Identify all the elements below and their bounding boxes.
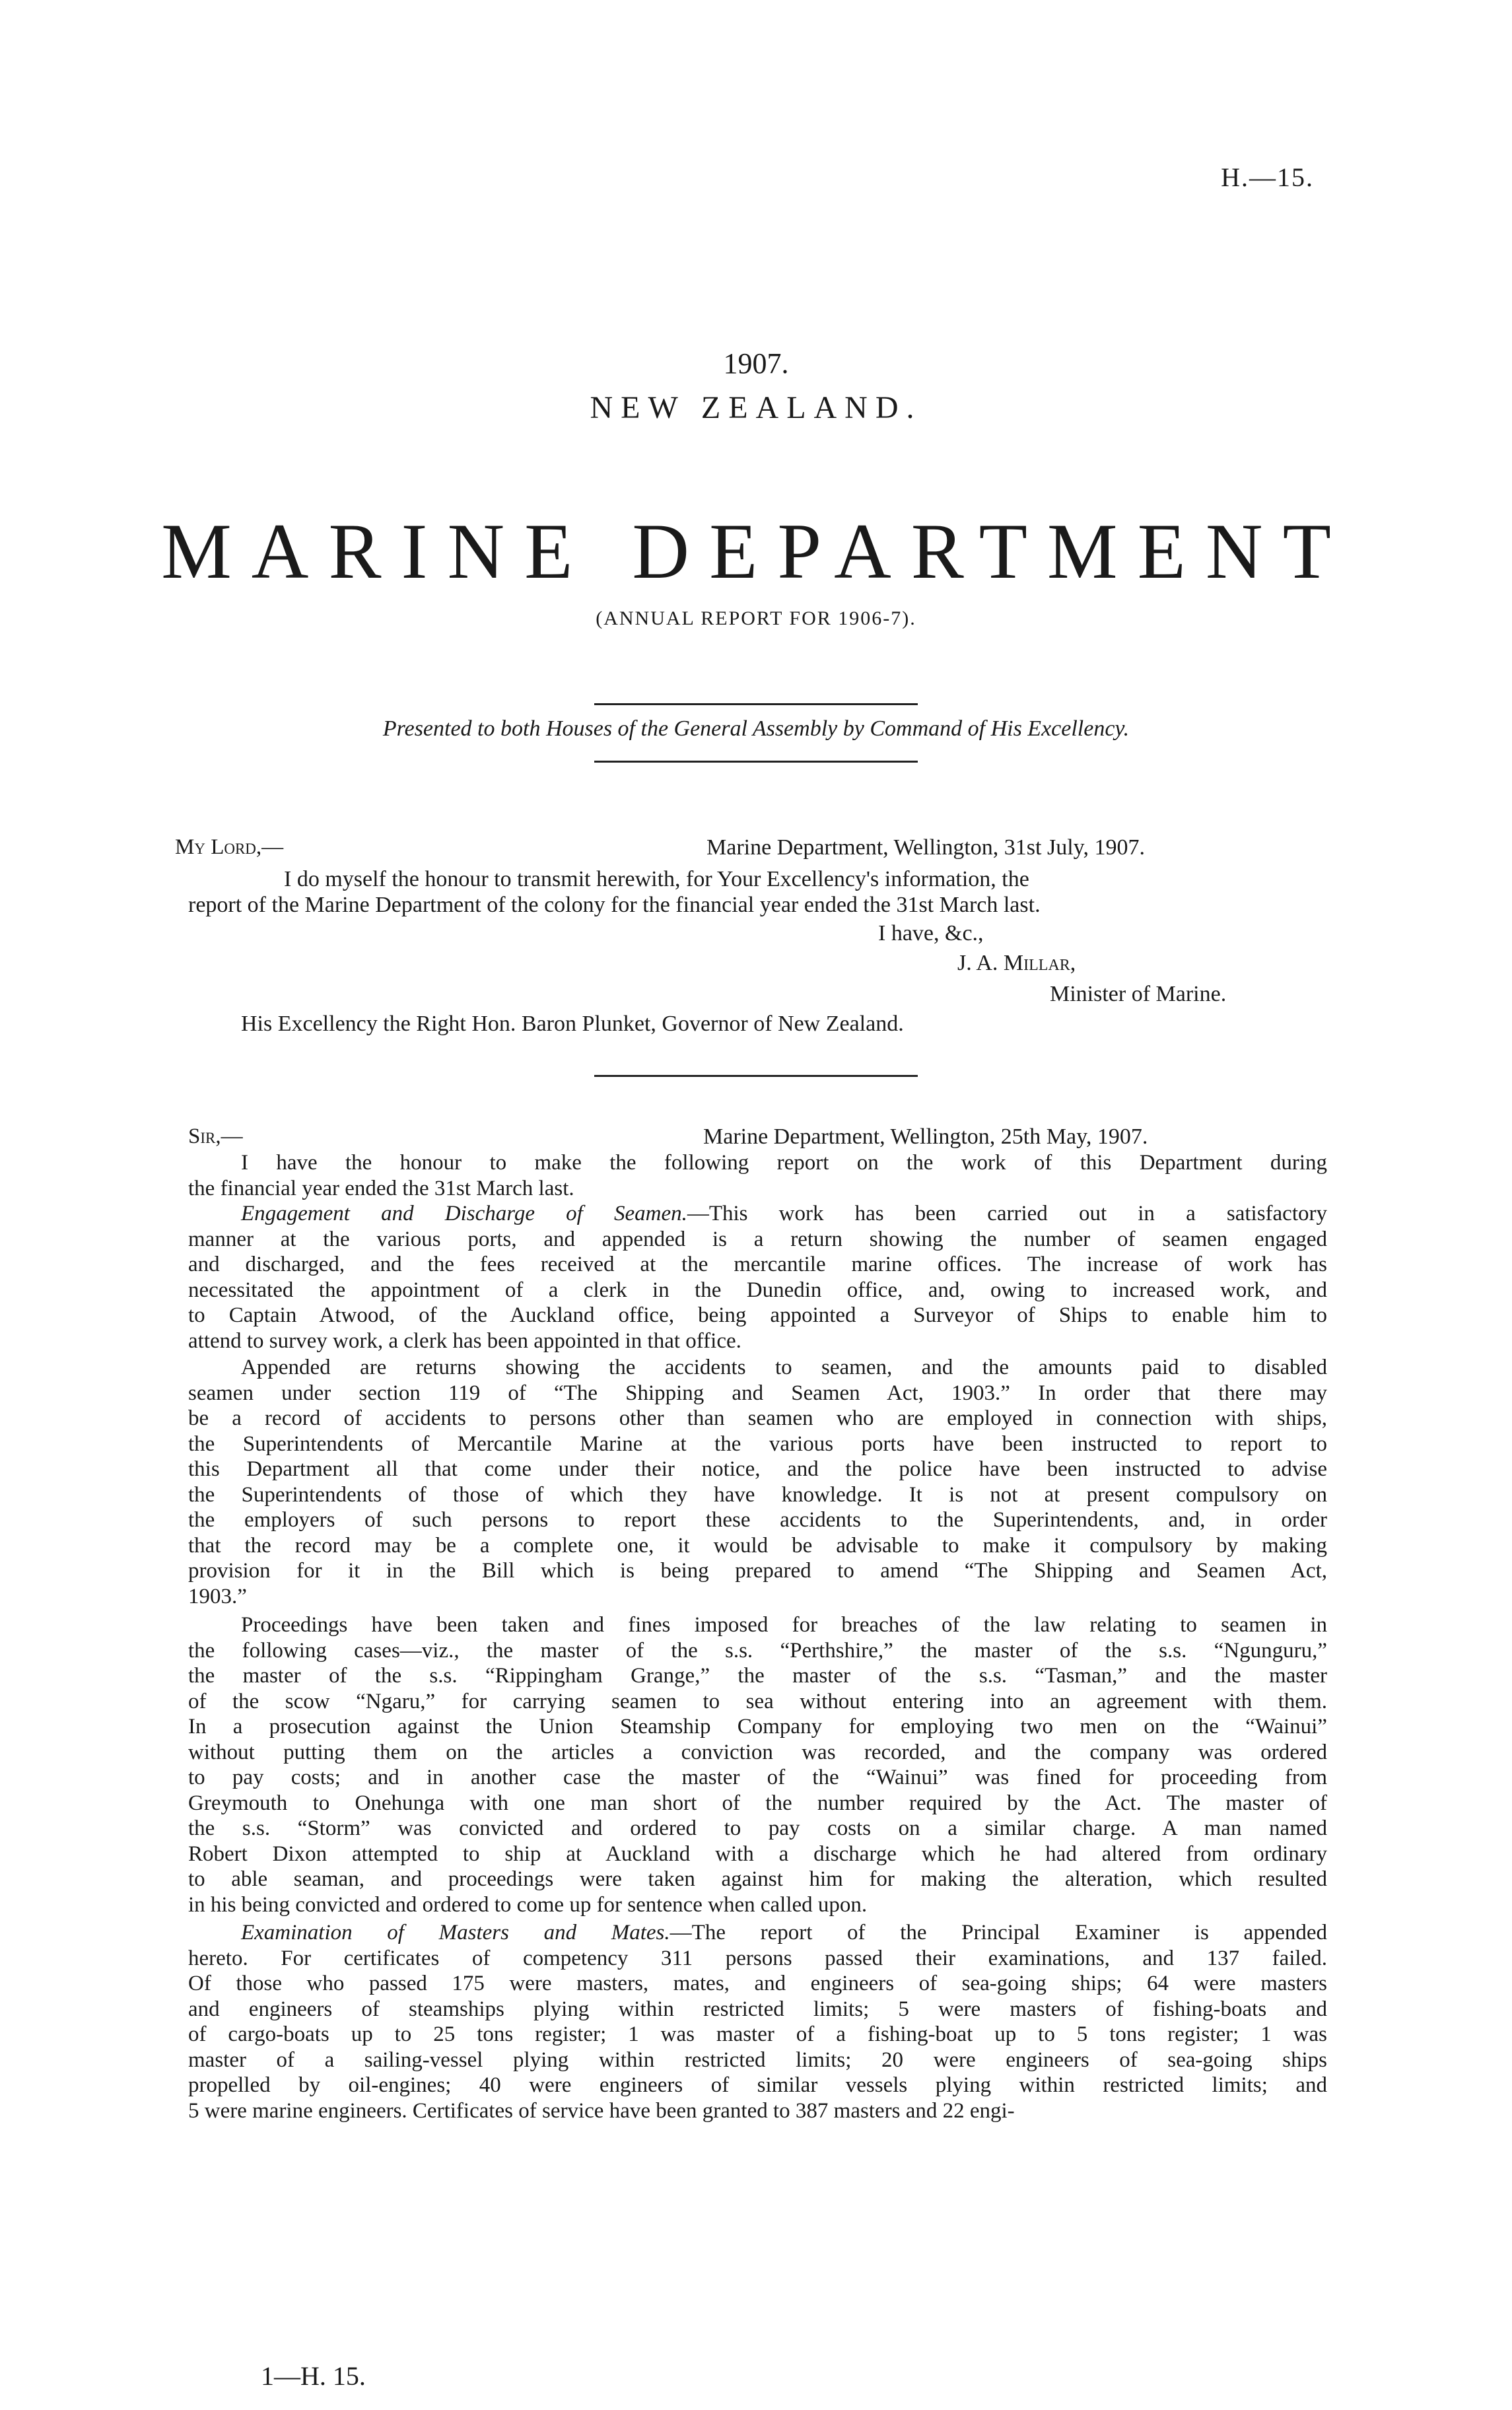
- divider-rule: [594, 761, 918, 763]
- text-line: to pay costs; and in another case the master of the “Wainui” was fined for proceeding from: [188, 1766, 1327, 1789]
- text-line: attend to survey work, a clerk has been appointed in that office.: [188, 1328, 741, 1353]
- text-line: the s.s. “Storm” was convicted and ordered to pay costs on a similar charge. A man named: [188, 1816, 1327, 1840]
- paragraph-examination: [188, 1920, 1327, 2123]
- text-line: 1903.”: [188, 1584, 247, 1608]
- text-line: provision for it in the Bill which is being prepared to amend “The Shipping and Seamen Act,: [188, 1559, 1327, 1583]
- text-line: Robert Dixon attempted to ship at Auckland with a discharge which he had altered from ordinary: [188, 1842, 1327, 1866]
- text-span: —This work has been carried out in a satisfactory: [687, 1202, 1327, 1225]
- report-subtitle: (ANNUAL REPORT FOR 1906-7).: [596, 607, 916, 629]
- text-line: to able seaman, and proceedings were taken against him for making the alteration, which resulted: [188, 1867, 1327, 1891]
- text-line: the master of the s.s. “Rippingham Grange,” the master of the s.s. “Tasman,” and the master: [188, 1664, 1327, 1688]
- text-line: this Department all that come under their notice, and the police have been instructed to advise: [188, 1457, 1327, 1481]
- text-line: the following cases—viz., the master of the s.s. “Perthshire,” the master of the s.s. “Ngunguru,”: [188, 1638, 1327, 1663]
- text-line: 5 were marine engineers. Certificates of service have been granted to 387 masters and 22 engi-: [188, 2098, 1015, 2123]
- text-line: without putting them on the articles a conviction was recorded, and the company was ordered: [188, 1740, 1327, 1764]
- letter1-closing: I have, &c.,: [878, 921, 984, 946]
- text-line: of cargo-boats up to 25 tons register; 1 was master of a fishing-boat up to 5 tons register; 1 was: [188, 2022, 1327, 2046]
- letter1-body-line: report of the Marine Department of the colony for the financial year ended the 31st March last.: [188, 893, 1041, 917]
- letter1-title: Minister of Marine.: [1050, 982, 1227, 1006]
- text-line: be a record of accidents to persons other than seamen who are employed in connection with ships,: [188, 1406, 1327, 1430]
- text-line: that the record may be a complete one, it would be advisable to make it compulsory by making: [188, 1533, 1327, 1558]
- paragraph-engagement: [188, 1201, 1327, 1354]
- text-line: Greymouth to Onehunga with one man short of the number required by the Act. The master of: [188, 1791, 1327, 1815]
- text-line: the Superintendents of those of which they have knowledge. It is not at present compulsory on: [188, 1482, 1327, 1507]
- text-line: in his being convicted and ordered to come up for sentence when called upon.: [188, 1892, 868, 1917]
- report-year: 1907.: [723, 347, 789, 380]
- text-line: In a prosecution against the Union Steamship Company for employing two men on the “Wainui”: [188, 1715, 1327, 1739]
- letter2-dateline: Marine Department, Wellington, 25th May, 1907.: [703, 1124, 1148, 1149]
- text-line: hereto. For certificates of competency 311 persons passed their examinations, and 137 failed.: [188, 1946, 1327, 1970]
- country-heading: NEW ZEALAND.: [590, 390, 922, 425]
- paragraph-accidents: [188, 1355, 1327, 1609]
- letter2-intro: [188, 1150, 1327, 1201]
- text-line: to Captain Atwood, of the Auckland office, being appointed a Surveyor of Ships to enable him to: [188, 1303, 1327, 1327]
- letter2-salutation: Sir,—: [188, 1124, 243, 1148]
- text-line: seamen under section 119 of “The Shipping and Seamen Act, 1903.” In order that there may: [188, 1381, 1327, 1405]
- letter1-salutation: My Lord,—: [175, 835, 284, 859]
- paragraph-proceedings: [188, 1612, 1327, 1917]
- divider-rule: [594, 703, 918, 705]
- text-line: Appended are returns showing the accidents to seamen, and the amounts paid to disabled: [241, 1356, 1327, 1379]
- section-heading: Examination of Masters and Mates.: [241, 1921, 670, 1945]
- text-line: of the scow “Ngaru,” for carrying seamen to sea without entering into an agreement with them.: [188, 1689, 1327, 1713]
- text-line: Of those who passed 175 were masters, mates, and engineers of sea-going ships; 64 were masters: [188, 1972, 1327, 1995]
- page-reference: H.—15.: [1221, 162, 1314, 192]
- text-line: [188, 1201, 1327, 1227]
- text-line: manner at the various ports, and appended is a return showing the number of seamen engaged: [188, 1227, 1327, 1251]
- letter1-body-line: I do myself the honour to transmit herewith, for Your Excellency's information, the: [284, 867, 1029, 891]
- section-heading: Engagement and Discharge of Seamen.: [241, 1202, 687, 1225]
- text-line: the employers of such persons to report these accidents to the Superintendents, and, in order: [188, 1508, 1327, 1532]
- text-line: the financial year ended the 31st March last.: [188, 1176, 574, 1200]
- footer-signature-mark: 1—H. 15.: [261, 2361, 366, 2391]
- text-span: —The report of the Principal Examiner is appended: [670, 1921, 1327, 1945]
- text-line: the Superintendents of Mercantile Marine at the various ports have been instructed to report to: [188, 1431, 1327, 1456]
- letter1-addressee: His Excellency the Right Hon. Baron Plunket, Governor of New Zealand.: [241, 1012, 904, 1036]
- text-line: master of a sailing-vessel plying within restricted limits; 20 were engineers of sea-going ships: [188, 2048, 1327, 2072]
- letter1-dateline: Marine Department, Wellington, 31st July, 1907.: [706, 835, 1145, 860]
- letter1-signature: J. A. Millar,: [957, 951, 1076, 975]
- text-line: and discharged, and the fees received at the mercantile marine offices. The increase of work has: [188, 1253, 1327, 1276]
- text-line: Proceedings have been taken and fines imposed for breaches of the law relating to seamen in: [241, 1613, 1327, 1637]
- department-title: MARINE DEPARTMENT: [161, 507, 1351, 595]
- text-line: I have the honour to make the following report on the work of this Department during: [241, 1151, 1327, 1175]
- divider-rule: [594, 1075, 918, 1077]
- text-line: necessitated the appointment of a clerk in the Dunedin office, and, owing to increased work, and: [188, 1278, 1327, 1302]
- presented-line: Presented to both Houses of the General Assembly by Command of His Excellency.: [382, 716, 1130, 741]
- text-line: [188, 1920, 1327, 1946]
- text-line: and engineers of steamships plying within restricted limits; 5 were masters of fishing-boats and: [188, 1997, 1327, 2021]
- text-line: propelled by oil-engines; 40 were engineers of similar vessels plying within restricted limits; and: [188, 2073, 1327, 2097]
